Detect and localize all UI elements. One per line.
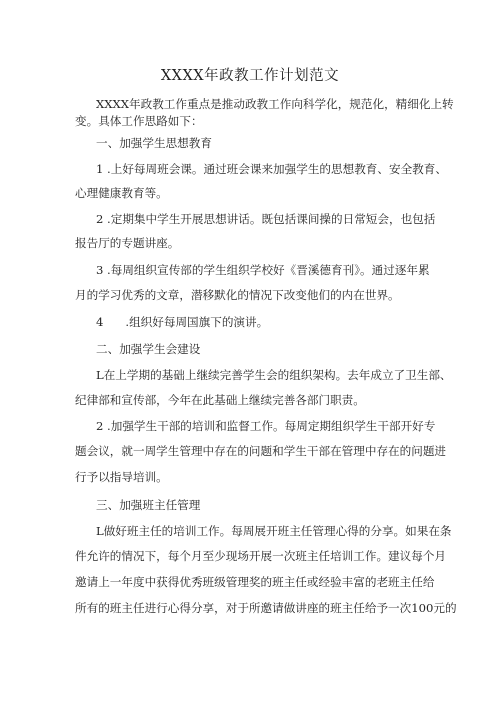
section-3-heading: 三、加强班主任管理	[96, 498, 201, 512]
section-1-item-1-line-1: 1 .上好每周班会课。通过班会课来加强学生的思想教育、安全教育、	[96, 162, 447, 176]
intro-line-1: XXXX年政教工作重点是推动政教工作向科学化，规范化，精细化上转	[96, 97, 454, 111]
section-3-item-1-line-4: 所有的班主任进行心得分享，对于所邀请做讲座的班主任给予一次100元的	[75, 601, 457, 615]
section-2-item-2-line-3: 行予以指导培训。	[75, 470, 168, 484]
section-1-item-1-line-2: 心理健康教育等。	[75, 186, 168, 200]
section-1-item-3-line-1: 3 .每周组织宣传部的学生组织学校好《晋溪德育刊》。通过逐年累	[96, 263, 430, 277]
section-1-item-4-text: .组织好每周国旗下的演讲。	[125, 315, 269, 329]
section-1-item-4-number: 4	[96, 315, 104, 329]
section-3-item-1-line-1: L做好班主任的培训工作。每周展开班主任管理心得的分享。如果在条	[96, 524, 452, 538]
section-2-item-2-line-1: 2 .加强学生干部的培训和监督工作。每周定期组织学生干部开好专	[96, 419, 436, 433]
section-2-item-1-line-1: L在上学期的基础上继续完善学生会的组织架构。去年成立了卫生部、	[96, 368, 452, 382]
document-title: XXXX年政教工作计划范文	[160, 68, 340, 84]
section-2-item-1-line-2: 纪律部和宣传部，今年在此基础上继续完善各部门职责。	[75, 393, 365, 407]
section-3-item-1-line-2: 件允许的情况下，每个月至少现场开展一次班主任培训工作。建议每个月	[75, 549, 447, 563]
section-3-item-1-line-3: 邀请上一年度中获得优秀班级管理奖的班主任或经验丰富的老班主任给	[75, 575, 435, 589]
section-1-item-2-line-2: 报告厅的专题讲座。	[75, 236, 180, 250]
section-1-item-3-line-2: 月的学习优秀的文章，潜移默化的情况下改变他们的内在世界。	[75, 288, 400, 302]
intro-line-2: 变。具体工作思路如下：	[75, 114, 203, 128]
section-1-heading: 一、加强学生思想教育	[96, 136, 212, 150]
section-1-item-2-line-1: 2 .定期集中学生开展思想讲话。既包括课间操的日常短会，也包括	[96, 212, 436, 226]
section-1-item-4	[96, 314, 268, 330]
section-2-item-2-line-2: 题会议，就一周学生管理中存在的问题和学生干部在管理中存在的问题进	[75, 444, 447, 458]
section-2-heading: 二、加强学生会建设	[96, 342, 201, 356]
